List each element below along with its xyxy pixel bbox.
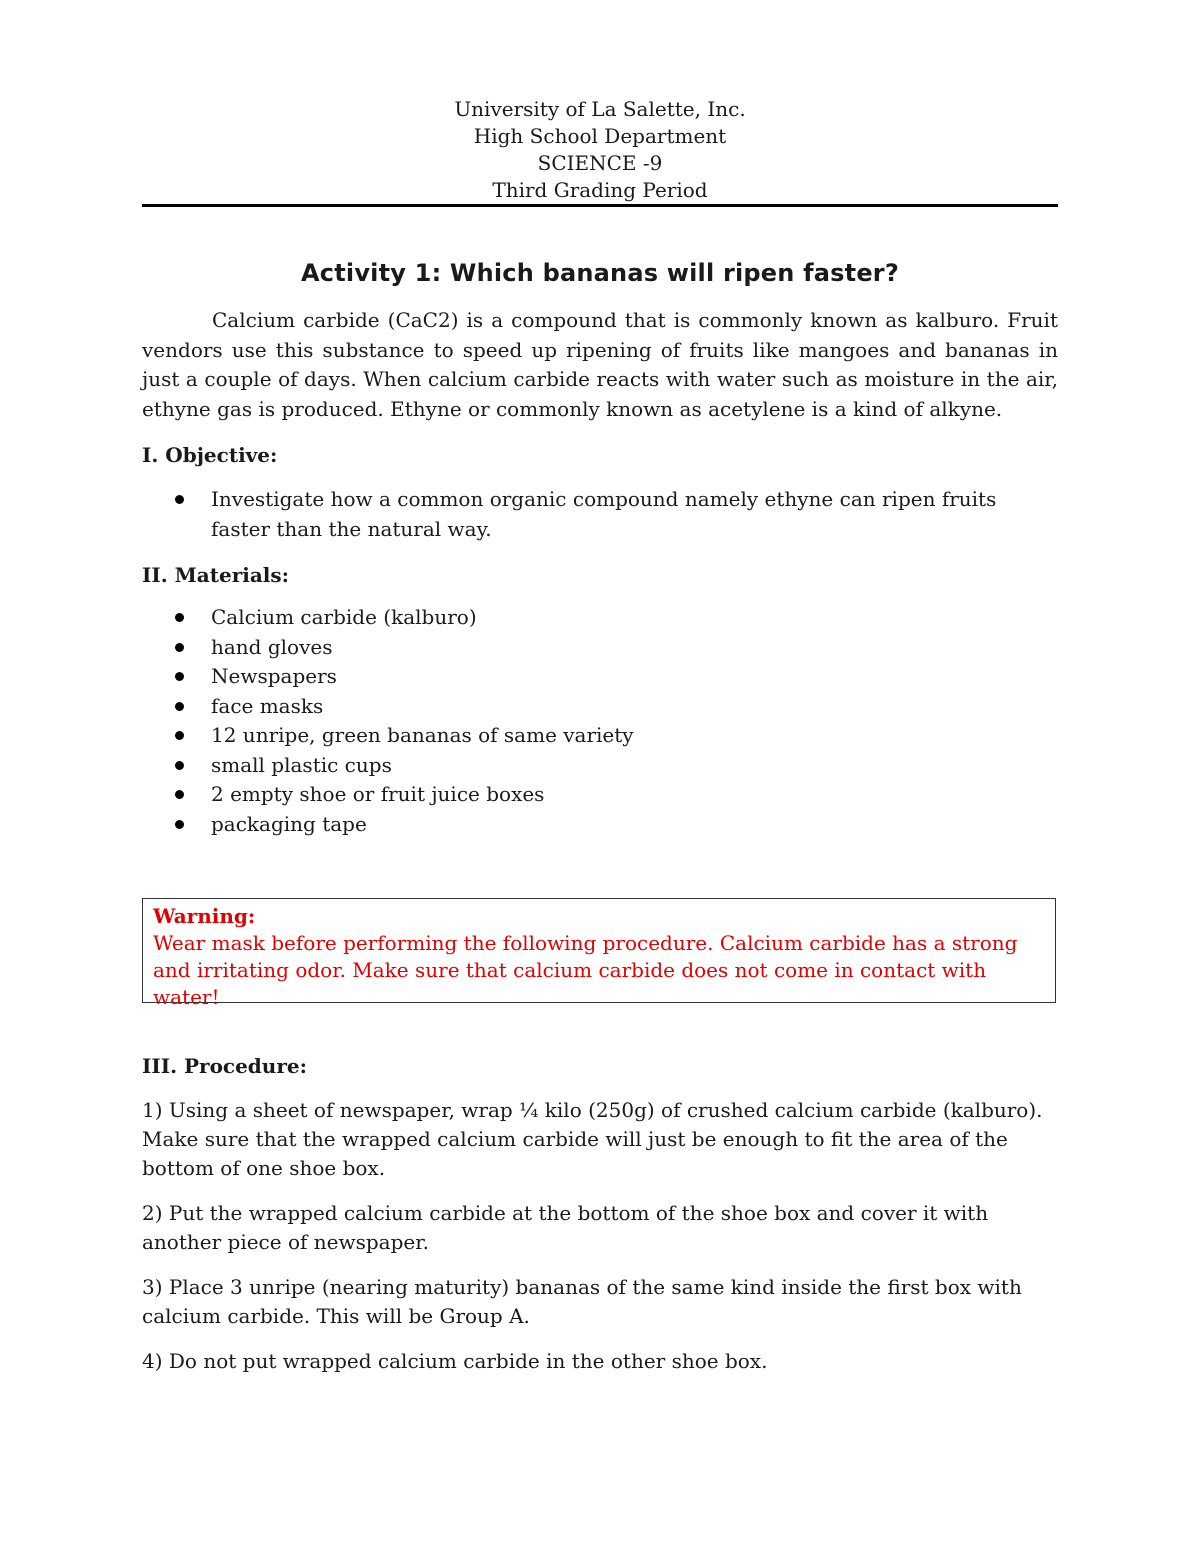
header-divider [142,204,1058,207]
bullet-icon [175,495,184,504]
procedure-step: 1) Using a sheet of newspaper, wrap ¼ kilo (250g) of crushed calcium carbide (kalburo). Make sure that the wrapped calcium carbide will just be enough to fit the area of the bottom of one shoe box. [142,1098,1043,1180]
bullet-icon [175,731,184,740]
list-item: face masks [142,692,1058,722]
list-item: Newspapers [142,662,1058,692]
list-item: Calcium carbide (kalburo) [142,603,1058,633]
warning-box [142,898,1056,1009]
objective-list [142,485,1058,544]
subject-name: SCIENCE -9 [537,151,663,175]
bullet-icon [175,790,184,799]
warning-title: Warning: [153,904,256,928]
list-item: 12 unripe, green bananas of same variety [142,721,1058,751]
procedure-step: 3) Place 3 unripe (nearing maturity) bananas of the same kind inside the first box with calcium carbide. This will be Group A. [142,1275,1022,1328]
intro-paragraph: Calcium carbide (CaC2) is a compound that is commonly known as kalburo. Fruit vendors use this substance to speed up ripening of fruits like mangoes and bananas in just a couple of days. When calcium carbide reacts with water such as moisture in the air, ethyne gas is produced. Ethyne or commonly known as acetylene is a kind of alkyne. [142,308,1058,421]
bullet-icon [175,702,184,711]
bullet-icon [175,672,184,681]
list-item: packaging tape [142,810,1058,840]
procedure-heading: III. Procedure: [142,1054,307,1078]
warning-text: Wear mask before performing the following procedure. Calcium carbide has a strong and irritating odor. Make sure that calcium carbide does not come in contact with water! [153,931,1018,1009]
list-item: hand gloves [142,633,1058,663]
procedure-step: 2) Put the wrapped calcium carbide at the bottom of the shoe box and cover it with another piece of newspaper. [142,1201,989,1254]
list-item: 2 empty shoe or fruit juice boxes [142,780,1058,810]
bullet-icon [175,761,184,770]
list-item: Investigate how a common organic compound namely ethyne can ripen fruits faster than the natural way. [142,485,1058,544]
materials-heading: II. Materials: [142,563,290,587]
procedure-step: 4) Do not put wrapped calcium carbide in the other shoe box. [142,1349,768,1373]
objective-heading: I. Objective: [142,443,278,467]
bullet-icon [175,820,184,829]
bullet-icon [175,613,184,622]
document-header [142,96,1058,204]
materials-list [142,603,1058,839]
activity-title: Activity 1: Which bananas will ripen faster? [301,259,899,287]
department-name: High School Department [473,124,727,148]
bullet-icon [175,643,184,652]
list-item: small plastic cups [142,751,1058,781]
grading-period: Third Grading Period [492,178,708,202]
school-name: University of La Salette, Inc. [454,97,746,121]
